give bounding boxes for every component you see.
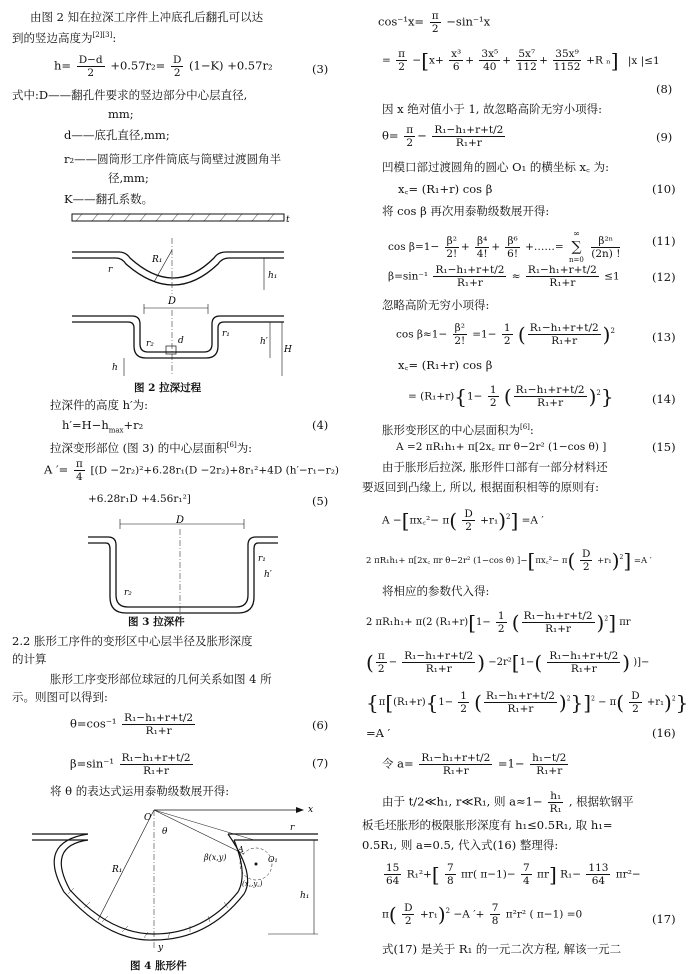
equation-9: θ= $\frac{\pi}{2}$ − $\frac{\text{R₁−h₁+r+t/2}}{\text{R₁+r}}$ [382,124,504,149]
label-D: D [175,515,185,526]
equation-14a: x꜀= (R₁+r) cos β [398,358,493,372]
label-theta: θ [162,827,168,837]
label-A: A [238,845,244,854]
equation-12: β=sin⁻¹ $\frac{\text{R₁−h₁+r+t/2}}{\text{R₁+r}}$ ≈ $\frac{\text{R₁−h₁+r+t/2}}{\text{R₁+r}}$ ≤1 [388,264,620,289]
definition: 径,mm; [108,171,149,185]
equation-6: θ=cos⁻¹ $\frac{\text{R₁−h₁+r+t/2}}{\text{R₁+r}}$ [70,712,194,737]
equation-13: cos β≈1− $\frac{\text{β²}}{2!}$ =1− $\frac{1}{2}$ ( $\frac{\text{R₁−h₁+r+t/2}}{\text{R₁+r}}$ )$^2$ [396,322,615,347]
label-R1: R₁ [152,255,163,265]
equation-4: $h'=H-h_{max}+r_2$ [62,418,144,435]
label-r1: r₁ [258,554,266,564]
equation-number: (15) [652,440,676,454]
equation-16-line2: ( $\frac{\pi}{2}$ − $\frac{\text{R₁−h₁+r+t/2}}{\text{R₁+r}}$ ) −2r²[1−( $\frac{\text{R₁−h₁+r+t/2}}{\text{R₁+r}}$ ) )]− [366,650,650,675]
paragraph: 将 θ 的表达式运用泰勒级数展开得: [50,784,230,798]
label-h1: h₁ [300,891,310,901]
equation-number: (16) [652,726,676,740]
paragraph: 到的竖边高度为[2][3]: [12,30,117,45]
label-r: r [290,823,295,833]
figure-4-caption: 图 4 胀形件 [130,960,187,972]
label-beta: β(x,y) [204,853,227,862]
equation-16-line4: =A ′ [366,726,391,740]
paragraph: 要返回到凸缘上, 所以, 根据面积相等的原则有: [362,480,599,494]
equation-number: (7) [312,756,329,770]
label-O: O [144,813,152,823]
label-r1: r₁ [222,329,230,339]
axis-y: y [158,943,164,952]
equation-14b: = (R₁+r){1− $\frac{1}{2}$ ( $\frac{\text{R₁−h₁+r+t/2}}{\text{R₁+r}}$ )$^2$} [408,384,614,409]
equation-area-expanded: 2 πR₁h₁+ π[2x꜀ πr θ−2r² (1−cos θ) ]−[πx꜀²− π( $\frac{D}{2}$ +r₁)$^2$] =A ′ [366,548,652,573]
equation-15: A =2 πR₁h₁+ π[2x꜀ πr θ−2r² (1−cos θ) ] [396,441,607,453]
equation-number: (8) [656,82,673,96]
label-d: d [178,336,184,346]
equation-3: h= $\frac{D-d}{2}$ +0.57r₂= $\frac{D}{2}$ (1−K) +0.57r₂ [54,54,273,79]
paragraph: 胀形工序变形部位球冠的几何关系如图 4 所 [50,672,272,686]
label-r2: r₂ [124,588,132,598]
paragraph: 凹模口部过渡圆角的圆心 O₁ 的横坐标 x꜀ 为: [382,160,609,174]
equation-7: β=sin⁻¹ $\frac{\text{R₁−h₁+r+t/2}}{\text{R₁+r}}$ [70,752,191,777]
equation-number: (14) [652,392,676,406]
definition: d——底孔直径,mm; [64,128,170,142]
paragraph: 拉深变形部位 (图 3) 的中心层面积[6]为: [50,440,253,455]
paragraph: 拉深件的高度 h′为: [50,398,149,412]
equation-16-line3: {π[(R₁+r){1− $\frac{1}{2}$ ( $\frac{\text{R₁−h₁+r+t/2}}{\text{R₁+r}}$ )$^2$}]$^2$ − π( $\frac{D}{2}$ +r₁)$^2$} [366,690,689,715]
equation-number: (6) [312,718,329,732]
left-column [4,0,342,974]
equation-17-line2: π( $\frac{D}{2}$ +r₁)$^2$ −A ′+ $\frac{7}{8}$ π²r² ( π−1) =0 [382,902,583,927]
paragraph: 0.5R₁, 则 a=0.5, 代入式(16) 整理得: [362,838,559,852]
label-h-prime: h′ [264,570,272,580]
axis-x: x [308,805,314,815]
right-column [352,0,690,974]
equation-8b: = $\frac{\pi}{2}$ −[x+ $\frac{\text{x³}}{6}$ + $\frac{\text{3x⁵}}{40}$ + $\frac{\text{5x⁷}}{112}$ + $\frac{\text{35x⁹}}{1152}$ +R ₙ] |x |≤1 [382,48,660,73]
label-h: h [112,363,118,373]
equation-number: (10) [652,182,676,196]
equation-10: x꜀= (R₁+r) cos β [398,182,493,196]
label-r: r [108,265,113,275]
section-heading: 的计算 [12,652,47,666]
paragraph: 示。则图可以得到: [12,690,108,704]
equation-5: A ′= $\frac{\pi}{4}$ [(D −2r₂)²+6.28r₁(D −2r₂)+8r₁²+4D (h′−r₁−r₂) [44,458,340,483]
paragraph: 由图 2 知在拉深工序件上冲底孔后翻孔可以达 [30,10,264,24]
equation-17-line1: $\frac{15}{64}$ R₁²+[ $\frac{7}{8}$ πr( π−1)− $\frac{7}{4}$ πr] R₁− $\frac{113}{64}$ πr²− [386,862,641,887]
definition: 式中:D——翻孔件要求的竖边部分中心层直径, [12,88,248,102]
paragraph: 忽略高阶无穷小项得: [382,298,490,312]
paragraph: 胀形变形区的中心层面积为[6]: [382,422,534,437]
equation-8a: cos⁻¹x= $\frac{\pi}{2}$ −sin⁻¹x [378,10,491,35]
equation-number: (5) [312,494,329,508]
label-O1: O₁ [268,855,278,864]
equation-number: (4) [312,418,329,432]
label-R1: R₁ [112,865,123,875]
figure-3-drawing [88,515,288,615]
paragraph: 将相应的参数代入得: [382,584,490,598]
figure-2-caption: 图 2 拉深过程 [134,382,202,394]
citation: [2][3] [92,31,113,39]
equation-number: (9) [656,130,673,144]
equation-a-def: 令 a= $\frac{\text{R₁−h₁+r+t/2}}{\text{R₁+r}}$ =1− $\frac{\text{h₁−t/2}}{\text{R₁+r}}$ [382,752,567,777]
label-h1: h₁ [268,271,278,281]
equation-number: (17) [652,912,676,926]
paragraph: 式(17) 是关于 R₁ 的一元二次方程, 解该一元二 [382,942,622,956]
equation-5-cont: +6.28r₁D +4.56r₁²] [88,493,191,505]
equation-number: (11) [652,234,676,248]
definition: mm; [108,107,134,121]
label-xcyc: (x꜀,y꜀) [242,880,263,888]
paragraph: 将 cos β 再次用泰勒级数展开得: [382,204,550,218]
label-D: D [167,296,177,307]
label-t: t [286,215,290,225]
equation-16-line1: 2 πR₁h₁+ π(2 (R₁+r)[1− $\frac{1}{2}$ ( $\frac{\text{R₁−h₁+r+t/2}}{\text{R₁+r}}$ )$^2$] πr [366,610,631,635]
section-heading: 2.2 胀形工序件的变形区中心层半径及胀形深度 [12,634,253,648]
definition: K——翻孔系数。 [64,192,154,206]
equation-number: (3) [312,62,329,76]
label-r2: r₂ [146,339,154,349]
label-H: H [284,345,292,355]
label-h-prime: h′ [260,337,268,347]
paragraph: 由于 t/2≪h₁, r≪R₁, 则 a≈1− $\frac{\text{h₁}}{\text{R₁}}$ , 根据软钢平 [382,790,634,815]
equation-number: (12) [652,270,676,284]
figure-3-caption: 图 3 拉深件 [128,616,185,628]
figure-2-drawing [64,210,294,378]
equation-number: (13) [652,330,676,344]
paragraph: 板毛坯胀形的极限胀形深度有 h₁≤0.5R₁, 取 h₁= [362,818,613,832]
paragraph: 因 x 绝对值小于 1, 故忽略高阶无穷小项得: [382,102,602,116]
definition: r₂——圆筒形工序件筒底与筒壁过渡圆角半 [64,152,282,166]
equation-area-balance: A −[πx꜀²− π( $\frac{D}{2}$ +r₁)$^2$] =A ′ [382,508,544,533]
equation-11: cos β=1− $\frac{\text{β²}}{2!}$ + $\frac{\text{β⁴}}{4!}$ + $\frac{\text{β⁶}}{6!}$ +……= ∞ ∑ n=0 $\frac{\text{β²ⁿ}}{(2n) !}$ [388,229,621,264]
paragraph: 由于胀形后拉深, 胀形件口部有一部分材料还 [382,460,608,474]
figure-4-drawing [28,802,324,952]
